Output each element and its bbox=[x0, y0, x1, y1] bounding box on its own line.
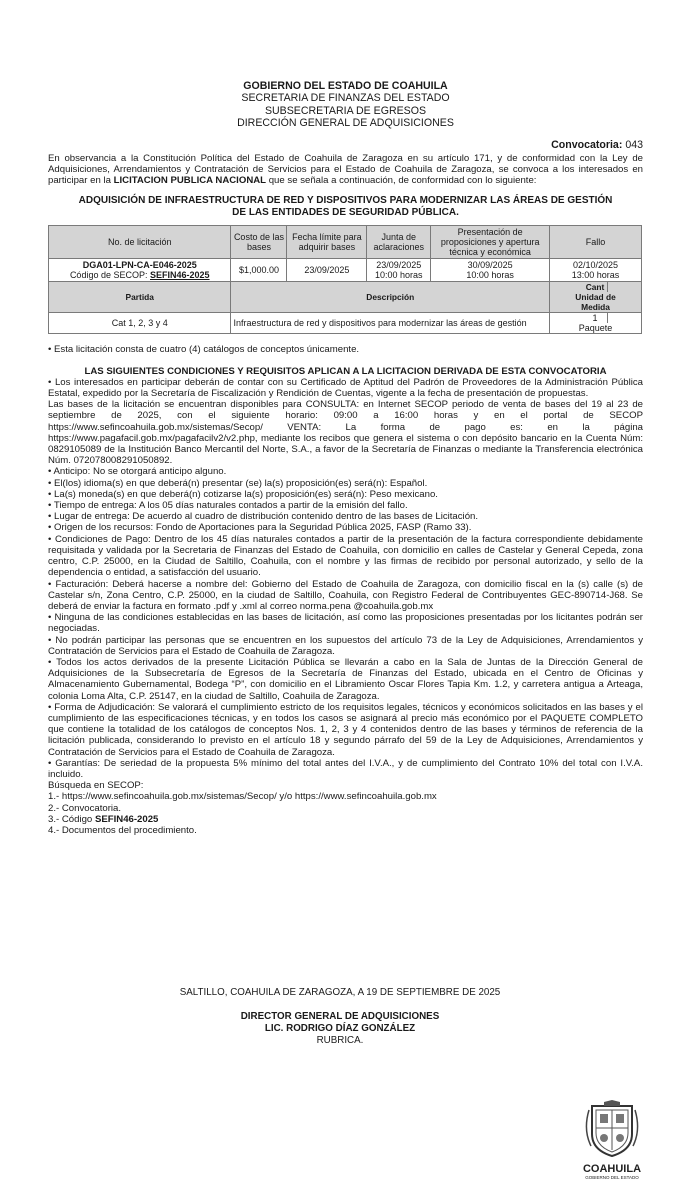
header-government: GOBIERNO DEL ESTADO DE COAHUILA bbox=[243, 80, 448, 92]
convocatoria-label: Convocatoria: bbox=[551, 138, 623, 151]
condition-paragraph: • La(s) moneda(s) en que deberá(n) cotizarse la(s) proposición(es) será(n): Peso mexicano. bbox=[48, 488, 438, 500]
secop-code-line bbox=[51, 270, 228, 280]
tender-title-line1: ADQUISICIÓN DE INFRAESTRUCTURA DE RED Y DISPOSITIVOS PARA MODERNIZAR LAS ÁREAS DE GESTIÓN bbox=[78, 195, 613, 207]
condition-paragraph: • El(los) idioma(s) en que deberá(n) presentar (se) la(s) proposición(es) será(n): Español. bbox=[48, 477, 428, 489]
sub-header-partida: Partida bbox=[49, 282, 231, 313]
header-direccion: DIRECCIÓN GENERAL DE ADQUISICIONES bbox=[237, 117, 454, 130]
catalog-note: • Esta licitación consta de cuatro (4) catálogos de conceptos únicamente. bbox=[48, 344, 360, 356]
presentacion-date: 30/09/2025 bbox=[467, 260, 513, 271]
signature-title: DIRECTOR GENERAL DE ADQUISICIONES bbox=[240, 1011, 440, 1022]
secop-search-item: 2.- Convocatoria. bbox=[48, 802, 122, 814]
secop-code-prefix: 3.- Código bbox=[48, 813, 93, 825]
secop-code-label: Código de SECOP: bbox=[69, 270, 148, 281]
cell-fecha-limite: 23/09/2025 bbox=[287, 259, 367, 282]
secop-search-title: Búsqueda en SECOP: bbox=[48, 780, 144, 792]
condition-paragraph: • Tiempo de entrega: A los 05 días naturales contados a partir de la emisión del fallo. bbox=[48, 500, 408, 512]
secop-search bbox=[48, 780, 643, 836]
place-date: SALTILLO, COAHUILA DE ZARAGOZA, A 19 DE SEPTIEMBRE DE 2025 bbox=[179, 987, 501, 998]
intro-paragraph bbox=[48, 153, 643, 187]
cell-costo: $1,000.00 bbox=[231, 259, 287, 282]
cell-fallo bbox=[550, 259, 642, 282]
sub-header-row bbox=[49, 282, 642, 313]
col-header-fallo: Fallo bbox=[550, 226, 642, 259]
col-header-junta: Junta de aclaraciones bbox=[367, 226, 431, 259]
signature-rubrica: RUBRICA. bbox=[316, 1035, 364, 1046]
junta-date: 23/09/2025 bbox=[376, 260, 422, 271]
intro-text-before: En observancia a la Constitución Política del Estado de Coahuila de Zaragoza en su artículo 171, y de conformidad con la Ley de Adquisiciones, Arrendamientos y Contratación de Servicios para el Estado de Coahuila de Zaragoza, se convoca a los interesados en participar en la bbox=[48, 152, 643, 187]
cell-descripcion: Infraestructura de red y dispositivos para modernizar las áreas de gestión bbox=[231, 313, 550, 334]
cell-presentacion bbox=[431, 259, 550, 282]
junta-time: 10:00 horas bbox=[375, 270, 423, 281]
document-header bbox=[48, 80, 643, 130]
sub-header-cant-unidad bbox=[550, 282, 642, 313]
condition-paragraph: • Forma de Adjudicación: Se valorará el cumplimiento estricto de los requisitos legales, técnicos y económicos solicitados en las bases y el cumplimiento de las especificaciones técnicas, y en todos los casos se asignará al precio más económico por el PAQUETE COMPLETO que contiene la totalidad de los catálogos de conceptos Nos. 1, 2, 3 y 4 contenidos dentro de las bases y términos de referencia de la licitación publicada, considerando lo previsto en el artículo 18 y segundo párrafo del 59 de la Ley de Adquisiciones, Arrendamientos y Contratación de Servicios para el Estado de Coahuila de Zaragoza. bbox=[48, 701, 643, 758]
conditions-list bbox=[48, 377, 643, 780]
signature-name: LIC. RODRIGO DÍAZ GONZÁLEZ bbox=[264, 1023, 416, 1034]
condition-paragraph: • No podrán participar las personas que se encuentren en los supuestos del artículo 73 de la Ley de Adquisiciones, Arrendamientos y Contratación de Servicios para el Estado de Coahuila de Zaragoza. bbox=[48, 634, 643, 657]
logo-name: COAHUILA bbox=[582, 1163, 642, 1175]
secop-code-value: SEFIN46-2025 bbox=[94, 813, 159, 825]
sub-header-cant: Cant bbox=[583, 282, 608, 292]
tender-table bbox=[48, 225, 642, 334]
document-body bbox=[48, 80, 643, 836]
fallo-time: 13:00 horas bbox=[571, 270, 620, 281]
condition-paragraph: Las bases de la licitación se encuentran disponibles para CONSULTA: en Internet SECOP periodo de venta de bases del 19 al 23 de septiembre de 2025, con el siguiente horario: 09:00 a 16:00 horas y en el portal de SECOP https://www.sefincoahuila.gob.mx/sistemas/Secop/ VENTA: La forma de pago es: en la página https://www.pagafacil.gob.mx/pagafacilv2/v2.php, mediante los recibos que genera el sistema o con depósito bancario en la Cuenta Núm: 0829105089 de la Institución Banco Mercantil del Norte, S.A., a favor de la Secretaría de Finanzas o mediante la Transferencia electrónica Núm. 072078008291050892. bbox=[48, 399, 643, 467]
condition-paragraph: • Todos los actos derivados de la presente Licitación Pública se llevarán a cabo en la Sala de Juntas de la Dirección General de Adquisiciones de la Subsecretaría de Egresos de la Secretaría de Finanzas del Estado, ubicada en el Centro de Oficinas y Almacenamiento Gubernamental, Bodega “P”, con domicilio en el Libramiento Oscar Flores Tapia Km. 1.2, y carretera antigua a Arteaga, colonia Loma Alta, C.P. 25147, en la ciudad de Saltillo, Coahuila de Zaragoza. bbox=[48, 656, 643, 702]
col-header-costo: Costo de las bases bbox=[231, 226, 287, 259]
cell-licitacion bbox=[49, 259, 231, 282]
table-row bbox=[49, 313, 642, 334]
convocatoria-number bbox=[48, 140, 643, 151]
secop-search-item: 4.- Documentos del procedimiento. bbox=[48, 824, 197, 836]
condition-paragraph: • Ninguna de las condiciones establecidas en las bases de licitación, así como las proposiciones presentadas por los licitantes podrán ser negociadas. bbox=[48, 612, 643, 635]
intro-bold: LICITACION PUBLICA NACIONAL bbox=[113, 175, 267, 187]
col-header-licitacion: No. de licitación bbox=[49, 226, 231, 259]
logo-subtitle: GOBIERNO DEL ESTADO bbox=[585, 1175, 639, 1180]
condition-paragraph: • Garantías: De seriedad de la propuesta 5% mínimo del total antes del I.V.A., y de cumplimiento del Contrato 10% del total con I.V.A. incluido. bbox=[48, 757, 643, 780]
col-header-fecha-limite: Fecha límite para adquirir bases bbox=[287, 226, 367, 259]
coahuila-logo bbox=[577, 1100, 647, 1180]
condition-paragraph: • Los interesados en participar deberán de contar con su Certificado de Aptitud del Padrón de Proveedores de la Administración Pública Estatal, expedido por la Secretaría de Fiscalización y Rendición de Cuentas, vigente a la fecha de presentación de propuestas. bbox=[48, 376, 643, 400]
licitacion-number: DGA01-LPN-CA-E046-2025 bbox=[82, 260, 197, 271]
col-header-presentacion: Presentación de proposiciones y apertura técnica y económica bbox=[431, 226, 550, 259]
condition-paragraph: • Lugar de entrega: De acuerdo al cuadro de distribución contenido dentro de las bases de Licitación. bbox=[48, 511, 479, 523]
condition-paragraph: • Facturación: Deberá hacerse a nombre del: Gobierno del Estado de Coahuila de Zaragoza, con domicilio fiscal en la (s) calle (s) de Castelar s/n, Zona Centro, C.P. 25000, en la ciudad de Saltillo, Coahuila, con Registro Federal de Contribuyentes GEC-890714-J68. Se deberá de enviar la factura en formato .pdf y .xml al correo norma.pena @coahuila.gob.mx bbox=[48, 578, 643, 612]
cell-unidad: Paquete bbox=[578, 323, 613, 334]
secop-code: SEFIN46-2025 bbox=[150, 270, 210, 281]
cell-cant: 1 bbox=[583, 313, 608, 323]
header-secretaria: SECRETARIA DE FINANZAS DEL ESTADO bbox=[241, 92, 450, 105]
condition-paragraph: • Condiciones de Pago: Dentro de los 45 días naturales contados a partir de la presentación de la factura correspondiente debidamente requisitada y validada por la Secretaria de Finanzas del Estado de Coahuila, con domicilio en calles de Castelar y General Cepeda, zona centro, C.P. 25000, en la Ciudad de Saltillo, Coahuila, con el nombre y las firmas de recibido por personal autorizado, y sello de la dependencia o entidad, a satisfacción del usuario. bbox=[48, 533, 643, 579]
cell-partida: Cat 1, 2, 3 y 4 bbox=[49, 313, 231, 334]
cell-junta bbox=[367, 259, 431, 282]
presentacion-time: 10:00 horas bbox=[466, 270, 514, 281]
condition-paragraph: • Origen de los recursos: Fondo de Aportaciones para la Seguridad Pública 2025, FASP (Ramo 33). bbox=[48, 522, 472, 534]
coahuila-coat-of-arms-icon bbox=[577, 1100, 647, 1158]
cell-cant-unidad bbox=[550, 313, 642, 334]
intro-text-after: que se señala a continuación, de conformidad con lo siguiente: bbox=[268, 175, 537, 187]
sub-header-descripcion: Descripción bbox=[231, 282, 550, 313]
fallo-date: 02/10/2025 bbox=[573, 260, 619, 271]
table-row bbox=[49, 259, 642, 282]
conditions-title: LAS SIGUIENTES CONDICIONES Y REQUISITOS APLICAN A LA LICITACION DERIVADA DE ESTA CONVOCATORIA bbox=[84, 365, 607, 377]
secop-search-item: 1.- https://www.sefincoahuila.gob.mx/sistemas/Secop/ y/o https://www.sefincoahuila.gob.mx bbox=[48, 791, 437, 803]
condition-paragraph: • Anticipo: No se otorgará anticipo alguno. bbox=[48, 466, 227, 478]
tender-title-line2: DE LAS ENTIDADES DE SEGURIDAD PÚBLICA. bbox=[232, 207, 459, 219]
header-subsecretaria: SUBSECRETARIA DE EGRESOS bbox=[264, 104, 427, 117]
sub-header-unidad: Unidad de Medida bbox=[575, 292, 616, 313]
tender-title bbox=[48, 195, 643, 219]
convocatoria-value: 043 bbox=[625, 138, 643, 151]
secop-search-item bbox=[48, 814, 643, 825]
